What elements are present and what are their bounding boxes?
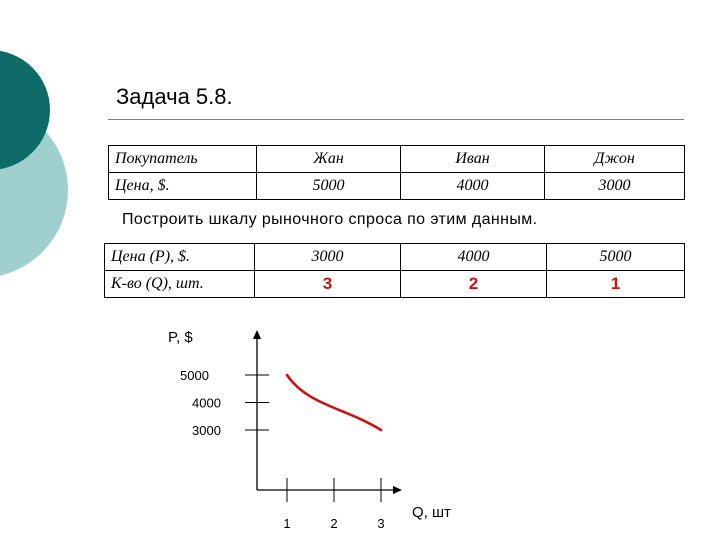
buyer-name-cell: Жан <box>257 146 401 173</box>
x-axis-arrow <box>393 486 402 494</box>
price-cell: 5000 <box>257 173 401 200</box>
buyers-price-table <box>108 145 685 200</box>
y-tick-label: 4000 <box>192 395 221 411</box>
title-underline <box>108 119 684 120</box>
y-axis-label: P, $ <box>168 329 193 346</box>
demand-price-header-cell: Цена (Р), $. <box>105 244 255 271</box>
quantity-header-cell: К-во (Q), шт. <box>105 271 255 298</box>
demand-chart <box>140 320 480 540</box>
buyer-name-cell: Иван <box>401 146 545 173</box>
table-row <box>109 173 685 200</box>
x-axis-label: Q, шт <box>412 504 451 521</box>
demand-curve <box>287 375 381 430</box>
decorative-circles <box>0 0 120 300</box>
y-axis-arrow <box>253 330 261 339</box>
buyer-header-cell: Покупатель <box>109 146 257 173</box>
quantity-cell: 1 <box>547 271 685 298</box>
price-header-cell: Цена, $. <box>109 173 257 200</box>
buyer-name-cell: Джон <box>545 146 685 173</box>
slide-title: Задача 5.8. <box>116 84 233 109</box>
y-tick-label: 3000 <box>192 423 221 438</box>
quantity-cell: 3 <box>255 271 401 298</box>
demand-price-cell: 5000 <box>547 244 685 271</box>
y-tick-label: 5000 <box>180 368 209 383</box>
market-demand-table <box>104 243 685 298</box>
demand-price-cell: 4000 <box>401 244 547 271</box>
price-cell: 3000 <box>545 173 685 200</box>
demand-price-cell: 3000 <box>255 244 401 271</box>
task-instruction: Построить шкалу рыночного спроса по этим данным. <box>122 211 538 228</box>
circles-graphic <box>0 0 120 300</box>
table-row <box>105 271 685 298</box>
x-tick-label: 2 <box>330 516 338 531</box>
table-row <box>105 244 685 271</box>
x-tick-label: 1 <box>283 516 291 531</box>
price-cell: 4000 <box>401 173 545 200</box>
quantity-cell: 2 <box>401 271 547 298</box>
x-tick-label: 3 <box>377 516 385 531</box>
table-row <box>109 146 685 173</box>
